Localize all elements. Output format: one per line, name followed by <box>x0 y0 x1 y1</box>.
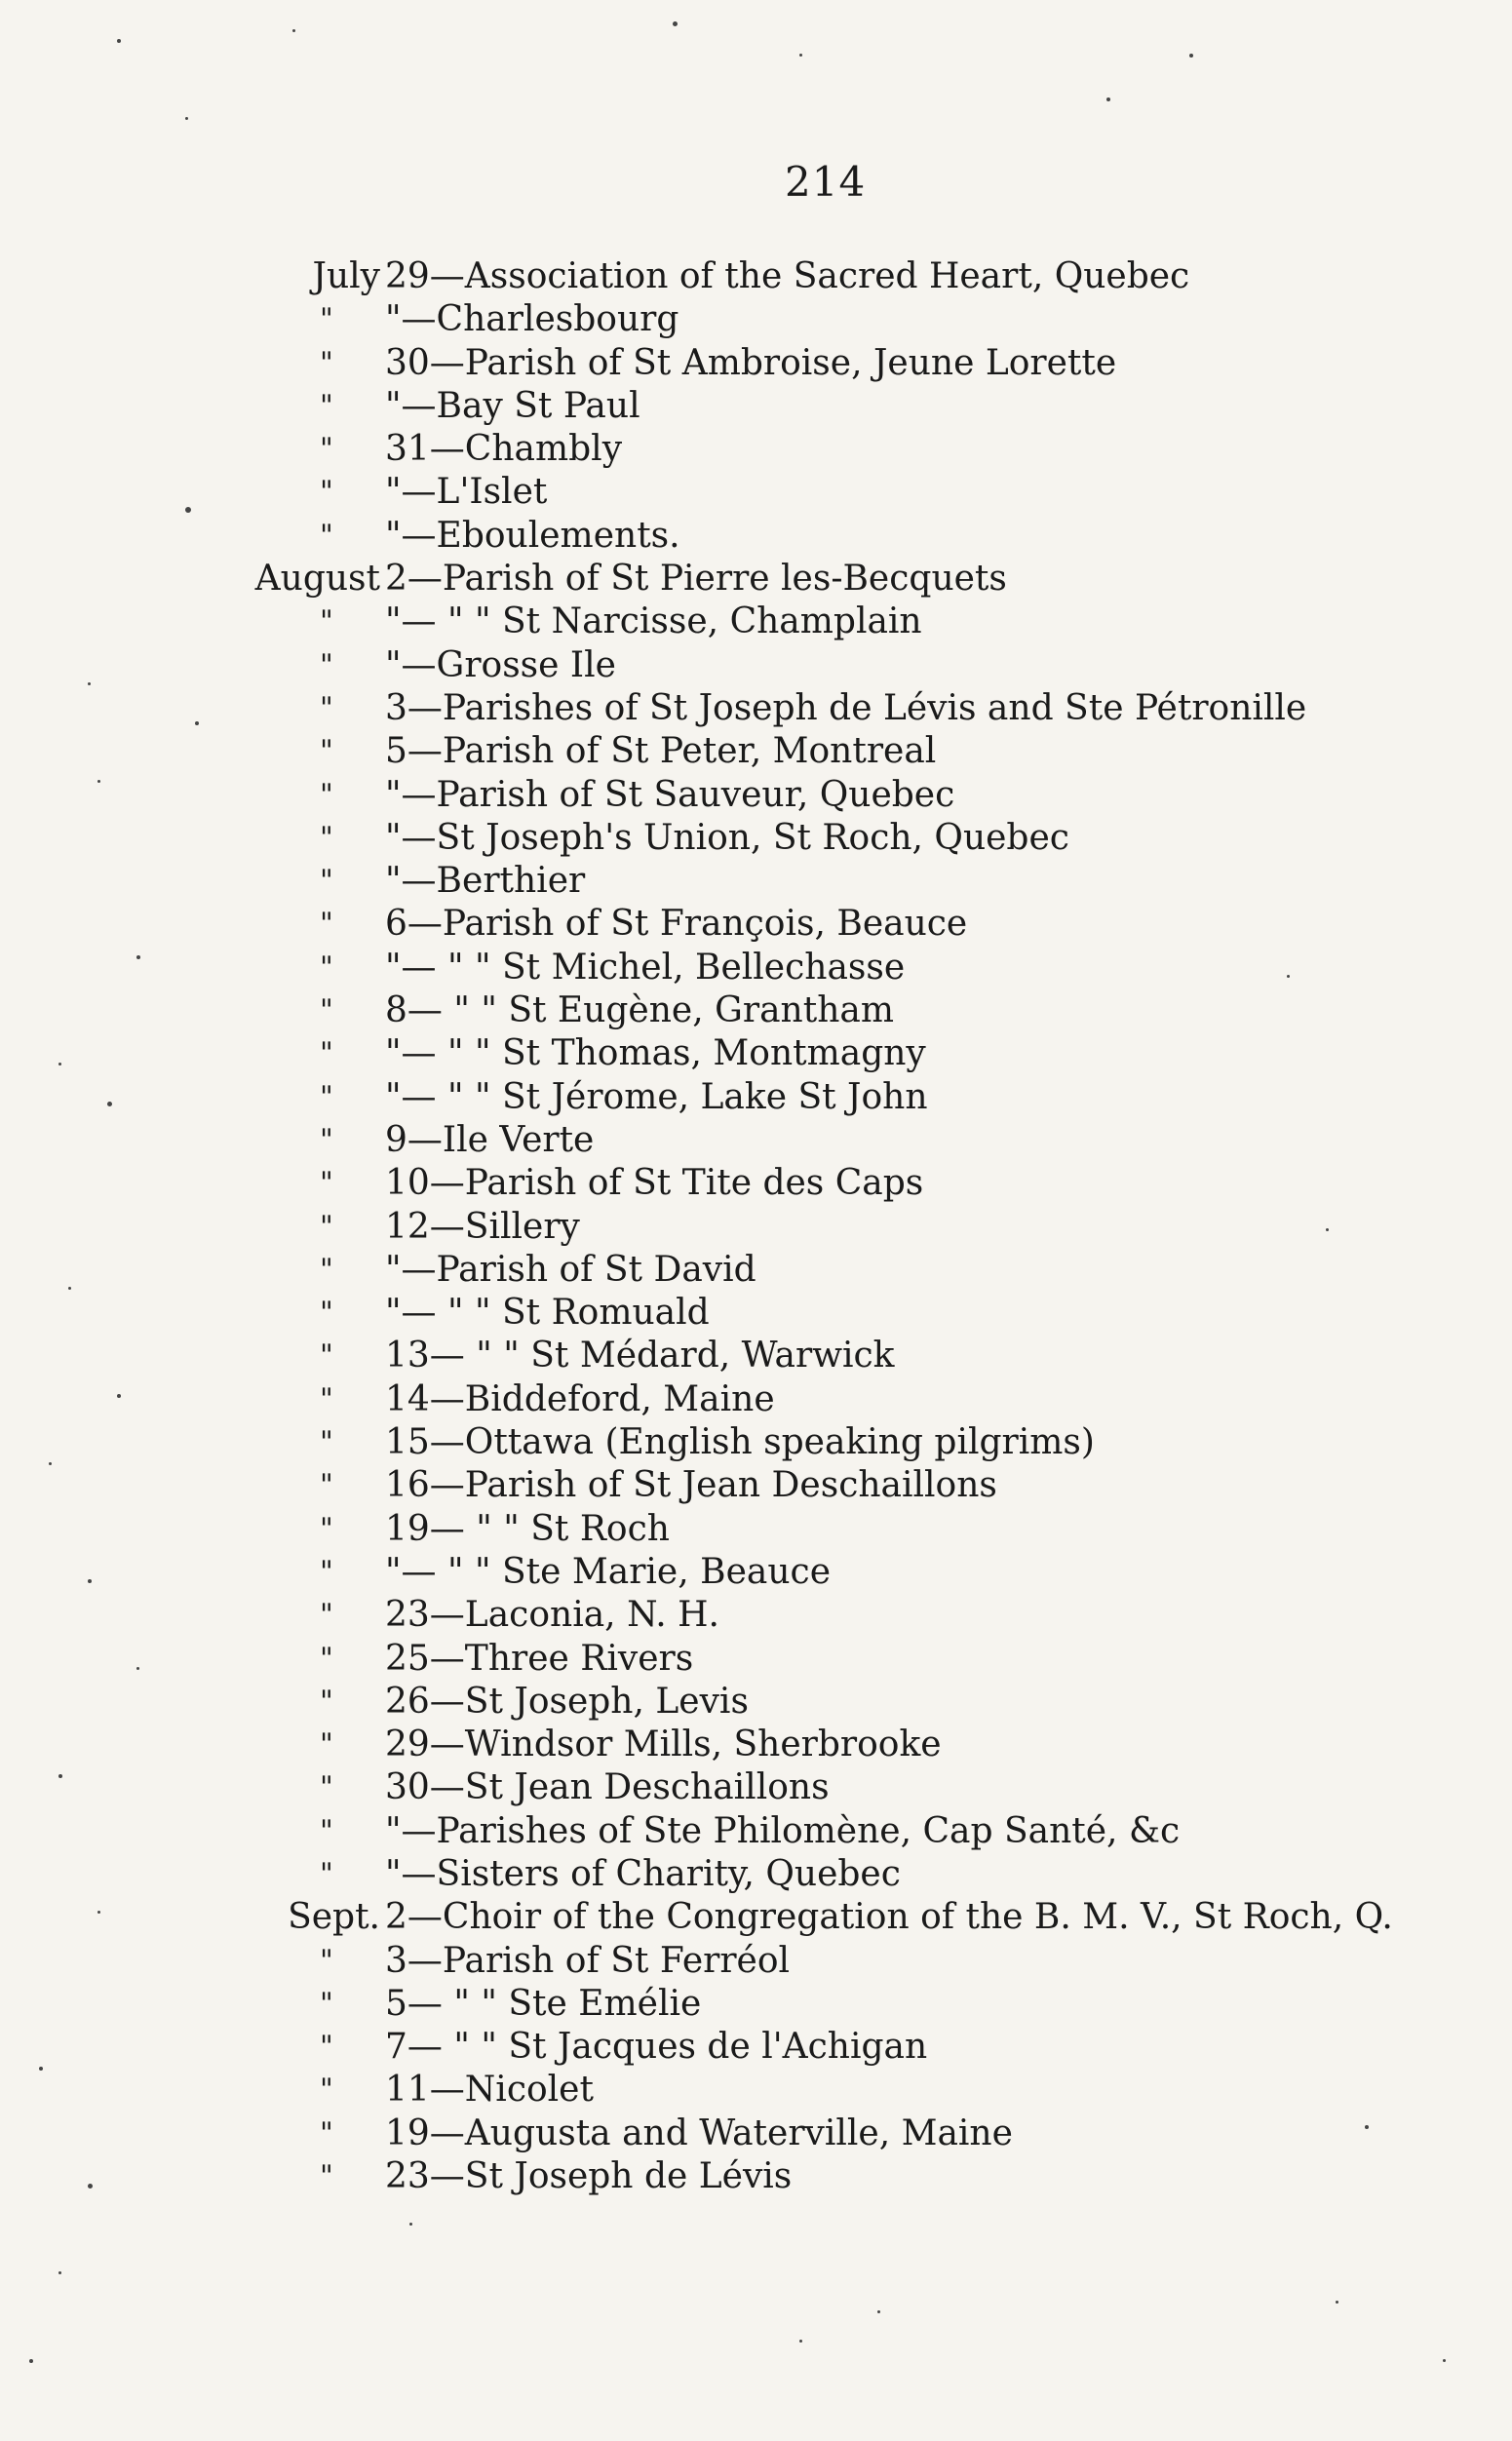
list-item <box>0 1421 1512 1464</box>
entry-text: "—Charlesbourg <box>385 299 679 340</box>
entry-text: "—Berthier <box>385 861 586 902</box>
scan-speck <box>49 1462 52 1465</box>
list-item <box>0 558 1512 601</box>
list-item <box>0 1940 1512 1983</box>
scan-speck <box>185 507 191 513</box>
ditto-mark: " <box>320 345 333 380</box>
list-item <box>0 385 1512 428</box>
scan-speck <box>799 54 802 57</box>
entry-text: 13— " " St Médard, Warwick <box>385 1336 895 1376</box>
entry-text: "—Parish of St David <box>385 1249 756 1290</box>
ditto-mark: " <box>320 2073 333 2108</box>
list-item <box>0 1594 1512 1637</box>
ditto-mark: " <box>320 1641 333 1676</box>
ditto-mark: " <box>320 1554 333 1589</box>
scan-speck <box>1365 2125 1369 2129</box>
entry-text: 5— " " Ste Emélie <box>385 1983 702 2024</box>
page-number: 214 <box>785 158 867 206</box>
ditto-mark: " <box>320 1338 333 1374</box>
list-item <box>0 989 1512 1032</box>
ditto-mark: " <box>320 647 333 682</box>
list-item <box>0 1551 1512 1594</box>
ditto-mark: " <box>320 2159 333 2194</box>
entry-text: 14—Biddeford, Maine <box>385 1378 775 1419</box>
entry-text: 6—Parish of St François, Beauce <box>385 904 968 945</box>
list-item <box>0 1119 1512 1162</box>
list-item <box>0 1853 1512 1896</box>
entry-text: "—Grosse Ile <box>385 644 616 685</box>
entry-text: "— " " St Thomas, Montmagny <box>385 1033 926 1074</box>
entry-text: 2—Parish of St Pierre les-Becquets <box>385 559 1007 600</box>
scan-speck <box>136 1667 139 1670</box>
scan-speck <box>1106 97 1110 101</box>
list-item <box>0 342 1512 385</box>
ditto-mark: " <box>320 1727 333 1763</box>
ditto-mark: " <box>320 864 333 899</box>
ditto-mark: " <box>320 388 333 423</box>
ditto-mark: " <box>320 1122 333 1157</box>
list-item <box>0 1378 1512 1421</box>
list-item <box>0 1766 1512 1809</box>
scan-speck <box>136 955 140 959</box>
entry-text: 23—St Joseph de Lévis <box>385 2156 793 2197</box>
ditto-mark: " <box>320 1770 333 1805</box>
list-item <box>0 1508 1512 1551</box>
ditto-mark: " <box>320 1511 333 1546</box>
entry-text: "— " " St Narcisse, Champlain <box>385 601 922 642</box>
month-label: July <box>312 256 380 296</box>
entry-text: "—Parishes of Ste Philomène, Cap Santé, &c <box>385 1810 1181 1851</box>
entry-text: 30—Parish of St Ambroise, Jeune Lorette <box>385 342 1117 383</box>
entry-text: 2—Choir of the Congregation of the B. M. V., St Roch, Q. <box>385 1897 1393 1938</box>
scan-speck <box>58 1774 62 1778</box>
list-item <box>0 947 1512 989</box>
list-item <box>0 774 1512 817</box>
list-item <box>0 644 1512 687</box>
list-item <box>0 1032 1512 1075</box>
scan-speck <box>107 1102 112 1106</box>
ditto-mark: " <box>320 604 333 639</box>
entry-text: "—Parish of St Sauveur, Quebec <box>385 774 955 815</box>
scan-speck <box>88 2184 93 2189</box>
entry-text: "—L'Islet <box>385 472 548 513</box>
list-item <box>0 1983 1512 2026</box>
list-item <box>0 1249 1512 1292</box>
scan-speck <box>88 682 91 685</box>
ditto-mark: " <box>320 1381 333 1416</box>
ditto-mark: " <box>320 1943 333 1978</box>
scan-speck <box>1443 2359 1446 2362</box>
list-item <box>0 601 1512 643</box>
entry-text: 19— " " St Roch <box>385 1508 670 1549</box>
entry-text: "— " " Ste Marie, Beauce <box>385 1551 831 1592</box>
ditto-mark: " <box>320 1986 333 2021</box>
ditto-mark: " <box>320 1079 333 1114</box>
ditto-mark: " <box>320 1425 333 1460</box>
scan-speck <box>58 1063 61 1066</box>
scan-speck <box>409 2223 412 2226</box>
list-item <box>0 255 1512 298</box>
list-item <box>0 687 1512 730</box>
entry-text: "— " " St Michel, Bellechasse <box>385 947 906 988</box>
ditto-mark: " <box>320 1598 333 1633</box>
ditto-mark: " <box>320 949 333 985</box>
list-item <box>0 817 1512 860</box>
list-item <box>0 428 1512 471</box>
list-item <box>0 903 1512 946</box>
entry-text: 11—Nicolet <box>385 2070 594 2111</box>
entry-text: 9—Ile Verte <box>385 1119 595 1160</box>
ditto-mark: " <box>320 432 333 467</box>
scan-speck <box>97 1911 100 1914</box>
ditto-mark: " <box>320 1813 333 1848</box>
list-item <box>0 1206 1512 1249</box>
ditto-mark: " <box>320 820 333 855</box>
entry-text: 3—Parishes of St Joseph de Lévis and Ste Pétronille <box>385 687 1307 728</box>
scan-speck <box>195 721 199 725</box>
scan-speck <box>68 1287 71 1290</box>
list-item <box>0 1464 1512 1507</box>
list-item <box>0 1162 1512 1205</box>
scan-speck <box>1326 1228 1329 1231</box>
entry-text: 15—Ottawa (English speaking pilgrims) <box>385 1422 1095 1463</box>
scan-speck <box>58 2271 61 2274</box>
scan-speck <box>1189 54 1193 58</box>
entry-text: 5—Parish of St Peter, Montreal <box>385 731 937 772</box>
list-item <box>0 515 1512 558</box>
entry-text: 23—Laconia, N. H. <box>385 1595 719 1636</box>
ditto-mark: " <box>320 1166 333 1201</box>
list-item <box>0 1292 1512 1335</box>
entry-text: 3—Parish of St Ferréol <box>385 1940 791 1981</box>
pilgrimage-list <box>0 255 1512 2198</box>
entry-text: "—Sisters of Charity, Quebec <box>385 1853 901 1894</box>
list-item <box>0 1896 1512 1939</box>
ditto-mark: " <box>320 1684 333 1719</box>
ditto-mark: " <box>320 777 333 812</box>
scan-speck <box>1287 975 1290 978</box>
list-item <box>0 860 1512 903</box>
entry-text: 30—St Jean Deschaillons <box>385 1767 830 1808</box>
ditto-mark: " <box>320 1468 333 1503</box>
entry-text: 12—Sillery <box>385 1206 580 1247</box>
entry-text: 31—Chambly <box>385 429 623 470</box>
scan-speck <box>117 1394 121 1398</box>
entry-text: 10—Parish of St Tite des Caps <box>385 1163 924 1204</box>
list-item <box>0 471 1512 514</box>
ditto-mark: " <box>320 518 333 553</box>
ditto-mark: " <box>320 1856 333 1891</box>
entry-text: 29—Windsor Mills, Sherbrooke <box>385 1724 942 1765</box>
entry-text: "— " " St Romuald <box>385 1293 710 1334</box>
ditto-mark: " <box>320 1252 333 1287</box>
scan-speck <box>185 117 188 120</box>
list-item <box>0 1335 1512 1377</box>
ditto-mark: " <box>320 993 333 1028</box>
entry-text: "— " " St Jérome, Lake St John <box>385 1076 928 1117</box>
list-item <box>0 730 1512 773</box>
scan-speck <box>877 2310 880 2313</box>
entry-text: 8— " " St Eugène, Grantham <box>385 990 894 1031</box>
ditto-mark: " <box>320 907 333 942</box>
entry-text: 25—Three Rivers <box>385 1638 694 1679</box>
list-item <box>0 1076 1512 1119</box>
list-item <box>0 2112 1512 2155</box>
month-label: Sept. <box>288 1897 380 1938</box>
scan-speck <box>292 29 295 32</box>
list-item <box>0 2069 1512 2112</box>
entry-text: "—Bay St Paul <box>385 385 640 426</box>
list-item <box>0 1638 1512 1681</box>
ditto-mark: " <box>320 475 333 510</box>
ditto-mark: " <box>320 2030 333 2065</box>
entry-text: 29—Association of the Sacred Heart, Quebec <box>385 256 1190 296</box>
list-item <box>0 1724 1512 1766</box>
list-item <box>0 1810 1512 1853</box>
scan-speck <box>1336 2301 1338 2304</box>
ditto-mark: " <box>320 2115 333 2150</box>
list-item <box>0 1681 1512 1724</box>
scan-speck <box>673 21 678 26</box>
entry-text: 16—Parish of St Jean Deschaillons <box>385 1465 997 1506</box>
ditto-mark: " <box>320 1209 333 1244</box>
ditto-mark: " <box>320 302 333 337</box>
scan-speck <box>97 780 100 783</box>
entry-text: "—Eboulements. <box>385 515 680 556</box>
ditto-mark: " <box>320 690 333 725</box>
entry-text: 19—Augusta and Waterville, Maine <box>385 2112 1013 2153</box>
scan-speck <box>799 2340 802 2343</box>
list-item <box>0 298 1512 341</box>
list-item <box>0 2026 1512 2069</box>
scan-speck <box>39 2067 43 2071</box>
ditto-mark: " <box>320 1036 333 1071</box>
list-item <box>0 2155 1512 2198</box>
ditto-mark: " <box>320 1296 333 1331</box>
scan-speck <box>88 1579 92 1583</box>
entry-text: "—St Joseph's Union, St Roch, Quebec <box>385 817 1069 858</box>
entry-text: 7— " " St Jacques de l'Achigan <box>385 2027 928 2068</box>
month-label: August <box>254 559 380 600</box>
scan-speck <box>29 2359 33 2363</box>
ditto-mark: " <box>320 734 333 769</box>
scan-speck <box>117 39 121 43</box>
entry-text: 26—St Joseph, Levis <box>385 1681 749 1722</box>
